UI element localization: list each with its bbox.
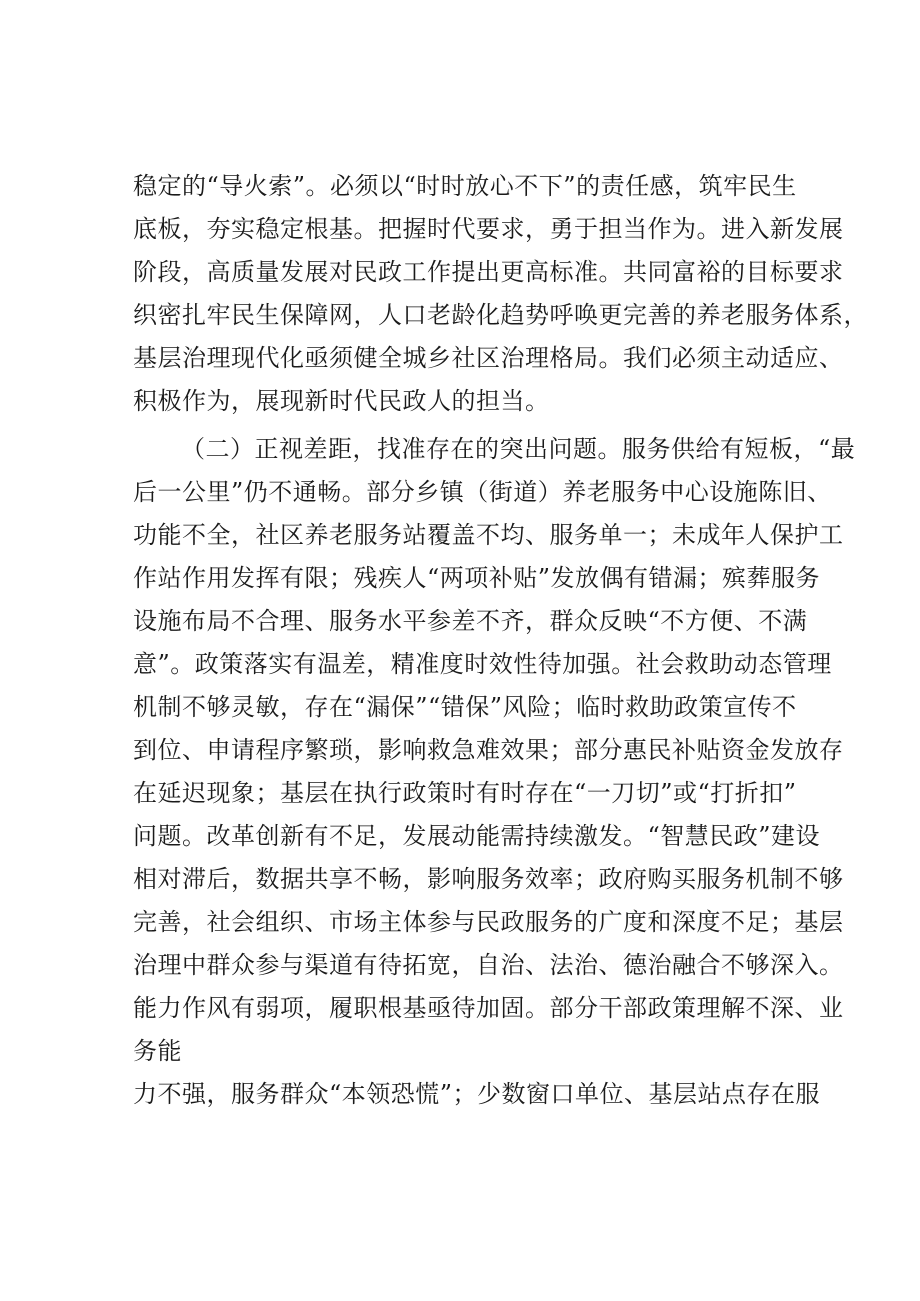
- body-text-line: 务能: [133, 1037, 182, 1065]
- body-text-line: 织密扎牢民生保障网，人口老龄化趋势呼唤更完善的养老服务体系，: [133, 301, 868, 329]
- body-text-line: 后一公里”仍不通畅。部分乡镇（街道）养老服务中心设施陈旧、: [133, 478, 832, 506]
- body-text-line: 阶段，高质量发展对民政工作提出更高标准。共同富裕的目标要求: [133, 258, 844, 286]
- body-text-line: 设施布局不合理、服务水平参差不齐，群众反映“不方便、不满: [133, 607, 808, 635]
- body-text-line: 底板，夯实稳定根基。把握时代要求，勇于担当作为。进入新发展: [133, 215, 844, 243]
- body-text-line: 积极作为，展现新时代民政人的担当。: [133, 387, 550, 415]
- body-text-line: 机制不够灵敏，存在“漏保”“错保”风险；临时救助政策宣传不: [133, 693, 797, 721]
- body-text-line: 意”。政策落实有温差，精准度时效性待加强。社会救助动态管理: [133, 650, 832, 678]
- body-text-line: 能力作风有弱项，履职根基亟待加固。部分干部政策理解不深、业: [133, 994, 844, 1022]
- body-text-line: 完善，社会组织、市场主体参与民政服务的广度和深度不足；基层: [133, 908, 844, 936]
- body-text-line: 功能不全，社区养老服务站覆盖不均、服务单一；未成年人保护工: [133, 521, 844, 549]
- body-text-line: 到位、申请程序繁琐，影响救急难效果；部分惠民补贴资金发放存: [133, 736, 844, 764]
- body-text-line: 在延迟现象；基层在执行政策时有时存在“一刀切”或“打折扣”: [133, 779, 797, 807]
- body-text-line: 相对滞后，数据共享不畅，影响服务效率；政府购买服务机制不够: [133, 865, 844, 893]
- body-text-line: 力不强，服务群众“本领恐慌”；少数窗口单位、基层站点存在服: [133, 1080, 821, 1108]
- body-text-line: 作站作用发挥有限；残疾人“两项补贴”发放偶有错漏；殡葬服务: [133, 564, 821, 592]
- body-text-line: 基层治理现代化亟须健全城乡社区治理格局。我们必须主动适应、: [133, 344, 844, 372]
- section-heading-line: （二）正视差距，找准存在的突出问题。服务供给有短板，“最: [181, 435, 856, 463]
- body-text-line: 治理中群众参与渠道有待拓宽，自治、法治、德治融合不够深入。: [133, 951, 844, 979]
- body-text-line: 稳定的“导火索”。必须以“时时放心不下”的责任感，筑牢民生: [133, 172, 797, 200]
- body-text-line: 问题。改革创新有不足，发展动能需持续激发。“智慧民政”建设: [133, 822, 821, 850]
